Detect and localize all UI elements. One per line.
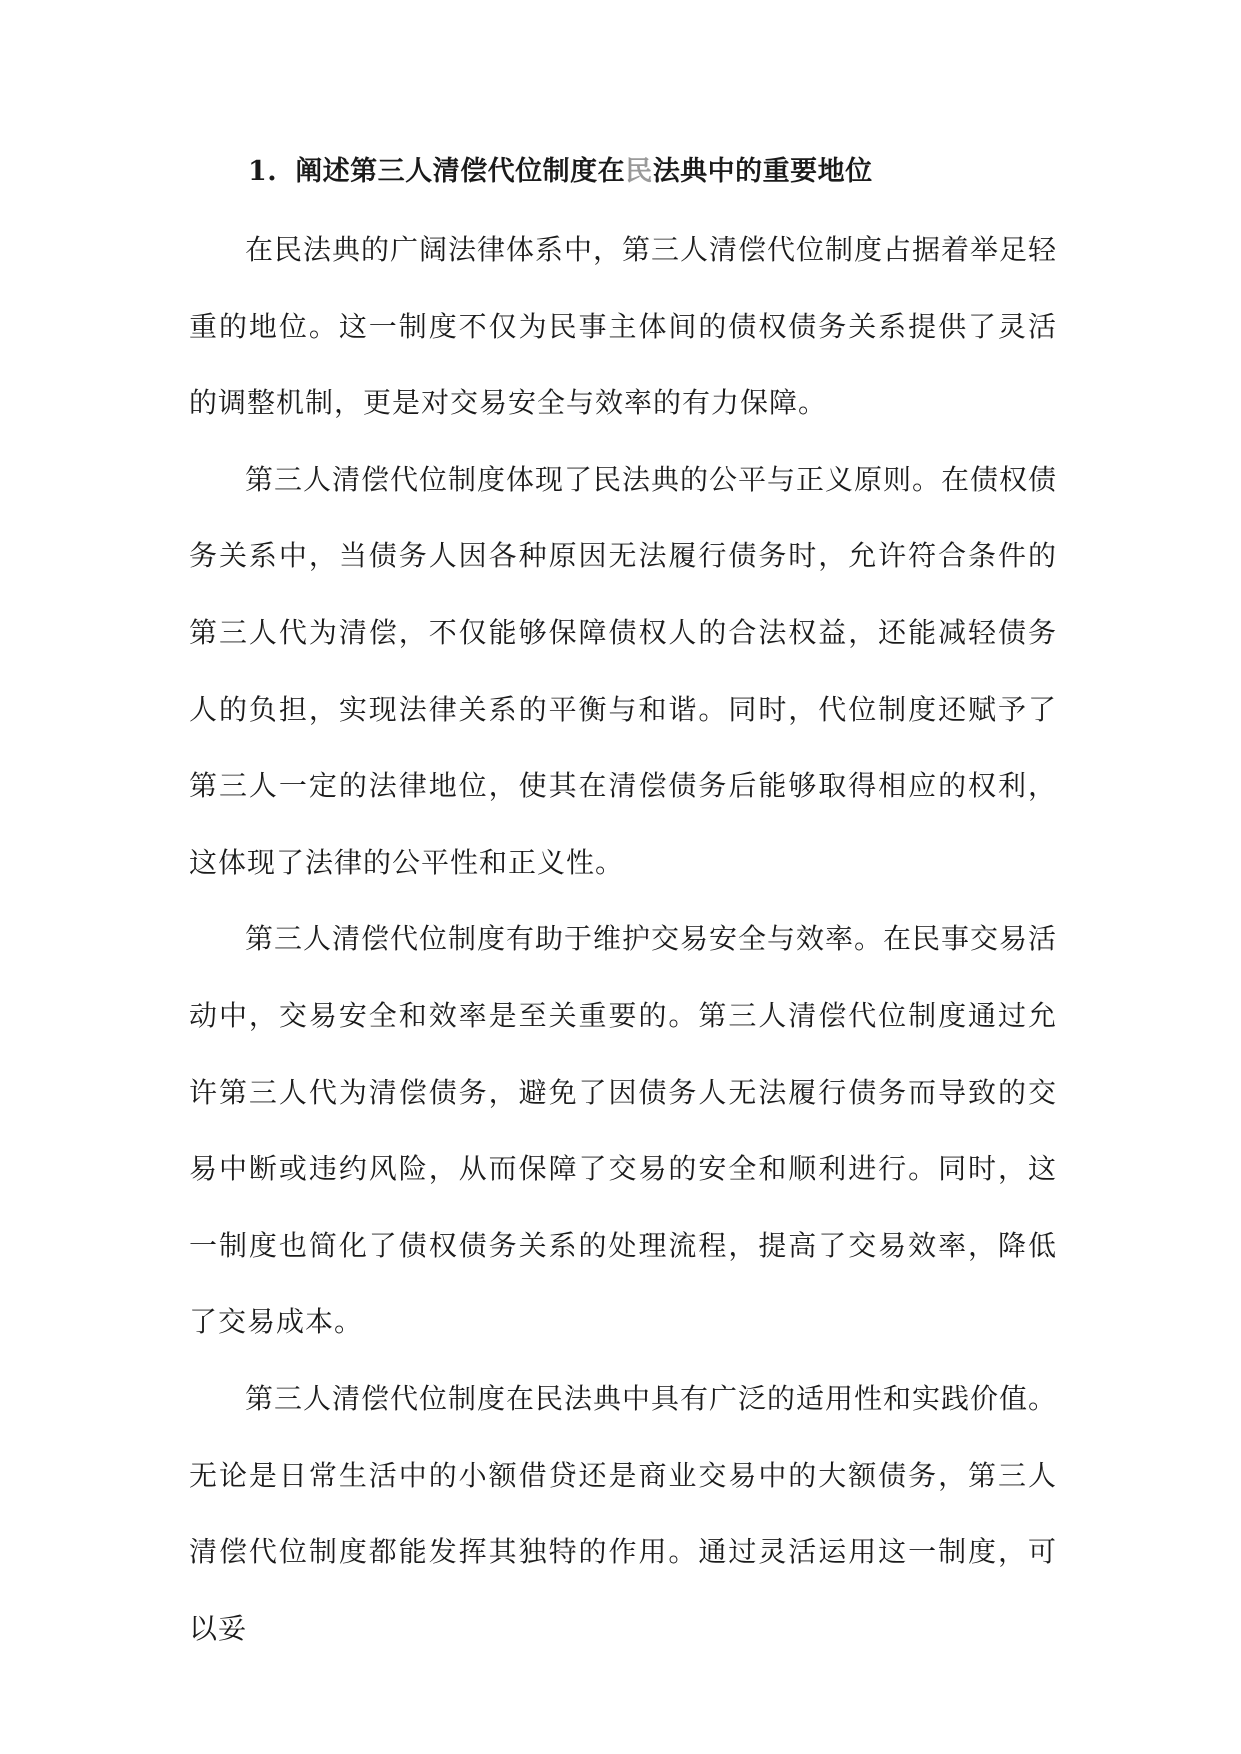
paragraph: 第三人清偿代位制度体现了民法典的公平与正义原则。在债权债务关系中，当债务人因各种原因无法履行债务时，允许符合条件的第三人代为清偿，不仅能够保障债权人的合法权益，还能减轻债务人的负担，实现法律关系的平衡与和谐。同时，代位制度还赋予了第三人一定的法律地位，使其在清偿债务后能够取得相应的权利，这体现了法律的公平性和正义性。 <box>189 462 1058 879</box>
paragraph: 第三人清偿代位制度在民法典中具有广泛的适用性和实践价值。无论是日常生活中的小额借贷还是商业交易中的大额债务，第三人清偿代位制度都能发挥其独特的作用。通过灵活运用这一制度，可以妥 <box>189 1381 1058 1645</box>
heading-number: 1. <box>248 156 278 187</box>
heading-highlight: 民 <box>625 156 653 187</box>
heading-text-before: 阐述第三人清偿代位制度在 <box>295 156 626 187</box>
heading-text-after: 法典中的重要地位 <box>652 156 873 187</box>
paragraph: 在民法典的广阔法律体系中，第三人清偿代位制度占据着举足轻重的地位。这一制度不仅为民事主体间的债权债务关系提供了灵活的调整机制，更是对交易安全与效率的有力保障。 <box>189 233 1058 420</box>
paragraph: 第三人清偿代位制度有助于维护交易安全与效率。在民事交易活动中，交易安全和效率是至关重要的。第三人清偿代位制度通过允许第三人代为清偿债务，避免了因债务人无法履行债务而导致的交易中断或违约风险，从而保障了交易的安全和顺利进行。同时，这一制度也简化了债权债务关系的处理流程，提高了交易效率，降低了交易成本。 <box>189 922 1058 1339</box>
section-heading <box>248 150 873 194</box>
body-text <box>189 212 1057 1667</box>
